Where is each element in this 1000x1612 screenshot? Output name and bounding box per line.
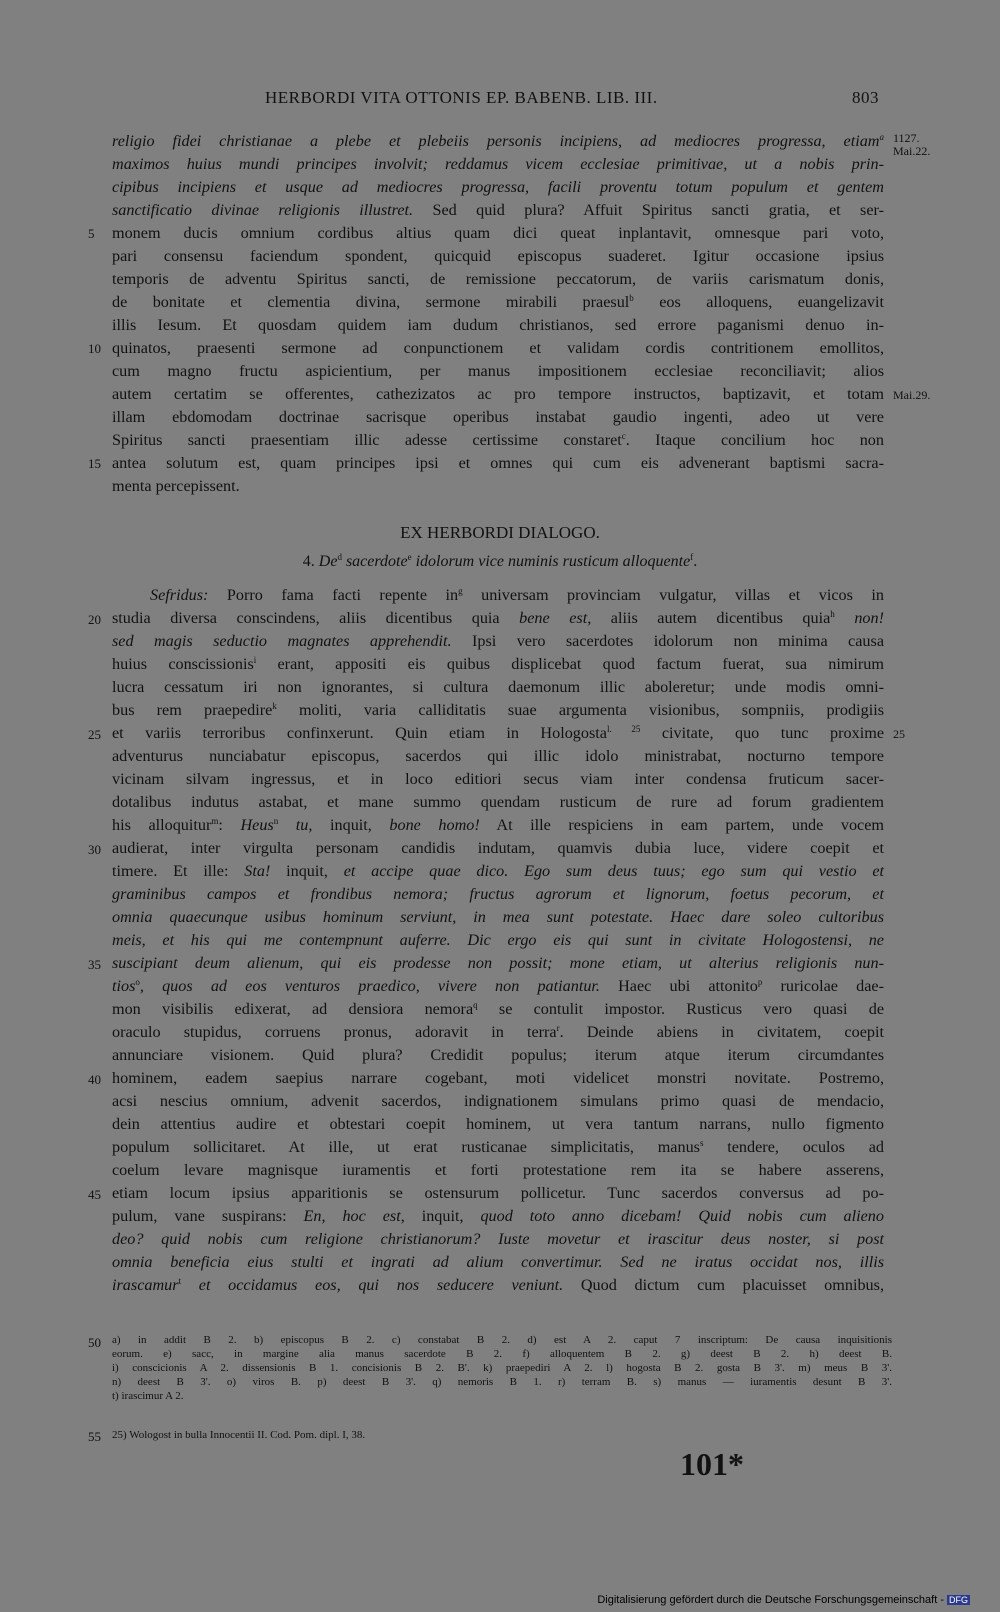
margin-year: 1127. xyxy=(893,131,920,145)
signature-mark: 101* xyxy=(680,1446,744,1482)
line-number: 25 xyxy=(88,727,101,742)
section-title: EX HERBORDI DIALOGO. xyxy=(400,523,600,542)
footnote-line: t) irascimur A 2. xyxy=(112,1390,184,1402)
line-number: 15 xyxy=(88,456,101,471)
chapter-heading: 4. De$^d$ sacerdote$^e$ idolorum vice numinis rusticum alloquente$^f$. xyxy=(302,552,698,570)
line-number: 55 xyxy=(88,1429,101,1444)
footnote-line: eorum. e) sacc, in margine alia manus sacerdote B 2. f) alloquentem B 2. g) deest B 2. h) deest B. xyxy=(112,1348,892,1360)
running-title: HERBORDI VITA OTTONIS EP. BABENB. LIB. III. xyxy=(265,88,658,107)
line-number: 20 xyxy=(88,612,101,627)
page-number: 803 xyxy=(852,88,879,107)
margin-line-ref: 25 xyxy=(893,727,905,741)
dfg-logo: DFG xyxy=(949,1595,968,1605)
line-number: 35 xyxy=(88,957,101,972)
line-number: 45 xyxy=(88,1187,101,1202)
footnote-line: 25) Wologost in bulla Innocentii II. Cod. Pom. dipl. I, 38. xyxy=(112,1429,366,1441)
paragraph-vita: religio fidei christianae a plebe et plebeiis personis incipiens, ad mediocres progressa, etiam$^a$ maximos huius mundi principes involvit; reddamus vicem ecclesiae primitivae, ut a nobis prin- cipibus incipiens et usque ad mediocres progressa, facili proventu totum populum et gentem sanctificatio divinae religionis illustret. Sed quid plura? Affuit Spiritus sancti gratia, et ser- monem ducis omnium cordibus altius quam dici queat inplantavit, omnesque pari voto, pari consensu faciendum spondent, quicquid episcopus suaderet. Igitur occasione ipsius temporis de adventu Spiritus sancti, de remissione peccatorum, de variis carismatum donis, de bonitate et clementia divina, sermone mirabili praesul$^b$ eos alloquens, euangelizavit illis Iesum. Et quosdam quidem iam dudum christianos, sed errore paganismi denuo in- quinatos, praesenti sermone ad conpunctionem et validam cordis contritionem emollitos, cum magno fructu aspicientium, per manus impositionem ecclesiae reconciliavit; alios autem certatim se offerentes, cathezizatos ac pro tempore instructos, baptizavit, et totam illam ebdomodam doctrinae sacrisque operibus instabat gaudio ingenti, adeo ut vere Spiritus sancti praesentiam illic adesse certissime constaret$^c$. Itaque concilium hoc non antea solutum est, quam principes ipsi et omnes qui cum eis advenerant baptismi sacra- menta percepissent. xyxy=(112,132,884,495)
line-number: 30 xyxy=(88,842,101,857)
line-number: 5 xyxy=(88,226,95,241)
footnote-line: n) deest B 3'. o) viros B. p) deest B 3'. q) nemoris B 1. r) terram B. s) manus — iuramentis desunt B 3'. xyxy=(112,1376,892,1388)
footnote-line: a) in addit B 2. b) episcopus B 2. c) constabat B 2. d) est A 2. caput 7 inscriptum: De causa inquisitionis xyxy=(112,1334,892,1346)
footnote-line: i) conscicionis A 2. dissensionis B 1. concisionis B 2. B'. k) praepediri A 2. l) hogosta B 2. gosta B 3'. m) meus B 3'. xyxy=(112,1362,892,1374)
line-number: 40 xyxy=(88,1072,101,1087)
historical-note xyxy=(112,1428,892,1442)
funding-notice: Digitalisierung gefördert durch die Deutsche Forschungsgemeinschaft - DFG xyxy=(597,1594,968,1606)
margin-date: Mai.29. xyxy=(893,388,931,402)
running-head xyxy=(0,88,1000,112)
paragraph-dialogue: Sefridus: Porro fama facti repente $in^g$ universam provinciam vulgatur, villas et vicos in studia diversa conscindens, aliis dicentibus quia bene est, aliis autem dicentibus quia$^h$ non! sed magis seductio magnates apprehendit. Ipsi vero sacerdotes idolorum non minima causa huius conscissionis$^i$ erant, appositi eis quibus displicebat quod factum fuerat, sua nimirum lucra cessatum iri non ignorantes, si cultura daemonum illic aboleretur; unde modis omni- bus rem praepedire$^k$ moliti, varia calliditatis suae argumenta visionibus, sompniis, prodigiis et variis terroribus confinxerunt. Quin etiam in Hologosta$^{l. 25}$ civitate, quo tunc proxime adventurus nunciabatur episcopus, sacerdos qui illic idolo ministrabat, nocturno tempore vicinam silvam ingressus, et in loco editiori secus viam inter condensa fruticum sacer- dotalibus indutus astabat, et mane summo quendam rusticum de rure ad forum gradientem his alloquitur$^m$: Heus$^n$ tu, inquit, bone homo! At ille respiciens in eam partem, unde vocem audierat, inter virgulta personam candidis indutam, quamvis dubia luce, videre coepit et timere. Et ille: Sta! inquit, et accipe quae dico. Ego sum deus tuus; ego sum qui vestio et graminibus campos et frondibus nemora; fructus agrorum et lignorum, foetus pecorum, et omnia quaecunque usibus hominum serviunt, in mea sunt potestate. Haec dare soleo cultoribus meis, et his qui me contempnunt auferre. Dic ergo eis qui sunt in civitate Hologostensi, ne suscipiant deum alienum, qui eis prodesse non possit; mone etiam, ut alterius religionis nun- tios$^o$, quos ad eos venturos praedico, vivere non patiantur. Haec ubi attonito$^p$ ruricolae dae- mon visibilis edixerat, ad densiora nemora$^q$ se contulit impostor. Rusticus vero quasi de oraculo stupidus, corruens pronus, adoravit in terra$^r$. Deinde abiens in civitatem, coepit annunciare visionem. Quid plura? Credidit populus; iterum atque iterum circumdantes hominem, eadem saepius narrare cogebant, moti videlicet monstri novitate. Postremo, acsi nescius omnium, advenit sacerdos, indignationem simulans primo quasi de mendacio, dein attentius audire et obtestari coepit hominem, ut vera tantum narrans, nullo figmento populum sollicitaret. At ille, ut erat rusticanae simplicitatis, manus$^s$ tendere, oculos ad coelum levare magnisque iuramentis et forti protestatione rem ita se habere asserens, etiam locum ipsius apparitionis se ostensurum pollicetur. Tunc sacerdos conversus ad po- pulum, vane suspirans: En, hoc est, inquit, quod toto anno dicebam! Quid nobis cum alieno deo? quid nobis cum religione christianorum? Iuste movetur et irascitur deus noster, si post omnia beneficia eius stulti et ingrati ad alium convertimur. Sed ne iratus occidat nos, illis irascamur$^t$ et occidamus eos, qui nos seducere veniunt. Quod dictum cum placuisset omnibus, xyxy=(112,586,885,1294)
critical-apparatus xyxy=(112,1333,892,1403)
line-number: 50 xyxy=(88,1335,101,1350)
margin-date: Mai.22. xyxy=(893,144,931,158)
line-number: 10 xyxy=(88,341,101,356)
